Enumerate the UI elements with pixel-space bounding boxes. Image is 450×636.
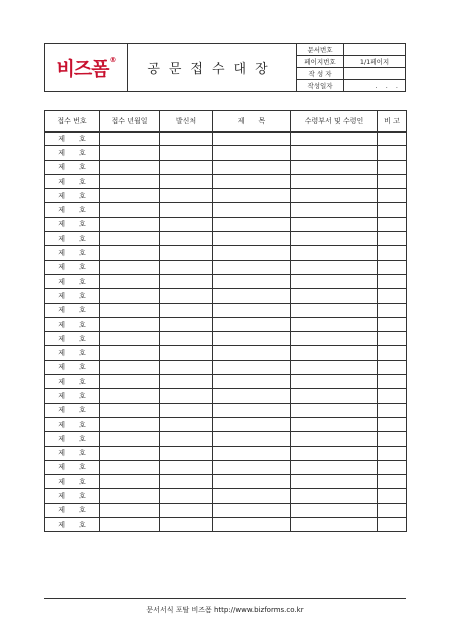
receiver-cell[interactable] [291, 518, 378, 532]
number-suffix: 호 [79, 363, 86, 372]
note-cell[interactable] [378, 432, 407, 446]
note-cell[interactable] [378, 375, 407, 389]
number-prefix: 제 [58, 148, 65, 157]
table-row [45, 432, 407, 446]
subject-cell[interactable] [213, 203, 291, 217]
meta-row [297, 68, 405, 80]
number-prefix: 제 [58, 220, 65, 229]
table-row [45, 189, 407, 203]
number-prefix: 제 [58, 234, 65, 243]
subject-cell[interactable] [213, 503, 291, 517]
meta-row [297, 56, 405, 68]
date-cell[interactable] [100, 375, 160, 389]
date-cell[interactable] [100, 518, 160, 532]
number-suffix: 호 [79, 449, 86, 458]
number-suffix: 호 [79, 306, 86, 315]
sender-cell[interactable] [160, 203, 213, 217]
sender-cell[interactable] [160, 132, 213, 146]
number-suffix: 호 [79, 177, 86, 186]
subject-cell[interactable] [213, 389, 291, 403]
date-cell[interactable] [100, 146, 160, 160]
receipt-number-cell[interactable] [45, 246, 100, 260]
document-title: 공문접수대장 [147, 62, 277, 77]
table-row [45, 346, 407, 360]
sender-cell[interactable] [160, 260, 213, 274]
receipt-ledger-table [44, 110, 407, 532]
column-header: 접수 년월일 [100, 111, 160, 132]
subject-cell[interactable] [213, 489, 291, 503]
receiver-cell[interactable] [291, 174, 378, 188]
receiver-cell[interactable] [291, 232, 378, 246]
sender-cell[interactable] [160, 189, 213, 203]
receipt-number-cell[interactable] [45, 217, 100, 231]
receiver-cell[interactable] [291, 460, 378, 474]
date-cell[interactable] [100, 489, 160, 503]
receiver-cell[interactable] [291, 317, 378, 331]
receipt-number-cell[interactable] [45, 332, 100, 346]
note-cell[interactable] [378, 360, 407, 374]
receiver-cell[interactable] [291, 160, 378, 174]
receiver-cell[interactable] [291, 132, 378, 146]
sender-cell[interactable] [160, 346, 213, 360]
date-cell[interactable] [100, 303, 160, 317]
receipt-number-cell[interactable] [45, 203, 100, 217]
note-cell[interactable] [378, 203, 407, 217]
table-row [45, 232, 407, 246]
table-row [45, 375, 407, 389]
note-cell[interactable] [378, 475, 407, 489]
number-prefix: 제 [58, 191, 65, 200]
note-cell[interactable] [378, 174, 407, 188]
note-cell[interactable] [378, 160, 407, 174]
subject-cell[interactable] [213, 475, 291, 489]
date-cell[interactable] [100, 417, 160, 431]
date-cell[interactable] [100, 274, 160, 288]
meta-label: 작 성 자 [297, 68, 344, 79]
date-cell[interactable] [100, 432, 160, 446]
date-cell[interactable] [100, 217, 160, 231]
sender-cell[interactable] [160, 246, 213, 260]
number-prefix: 제 [58, 520, 65, 529]
number-prefix: 제 [58, 463, 65, 472]
subject-cell[interactable] [213, 246, 291, 260]
subject-cell[interactable] [213, 518, 291, 532]
number-suffix: 호 [79, 477, 86, 486]
meta-box [297, 44, 405, 91]
date-cell[interactable] [100, 503, 160, 517]
table-row [45, 274, 407, 288]
receipt-number-cell[interactable] [45, 360, 100, 374]
number-prefix: 제 [58, 477, 65, 486]
sender-cell[interactable] [160, 317, 213, 331]
footer-text: 문서서식 포탈 비즈폼 http://www.bizforms.co.kr [146, 606, 304, 614]
subject-cell[interactable] [213, 132, 291, 146]
receiver-cell[interactable] [291, 274, 378, 288]
receipt-number-cell[interactable] [45, 417, 100, 431]
sender-cell[interactable] [160, 217, 213, 231]
sender-cell[interactable] [160, 475, 213, 489]
table-row [45, 403, 407, 417]
note-cell[interactable] [378, 132, 407, 146]
table-row [45, 260, 407, 274]
receipt-number-cell[interactable] [45, 518, 100, 532]
subject-cell[interactable] [213, 346, 291, 360]
bizforms-logo [56, 54, 115, 81]
receiver-cell[interactable] [291, 475, 378, 489]
number-suffix: 호 [79, 406, 86, 415]
number-prefix: 제 [58, 377, 65, 386]
logo-text: 비즈폼 [56, 58, 109, 80]
subject-cell[interactable] [213, 189, 291, 203]
table-row [45, 203, 407, 217]
receiver-cell[interactable] [291, 432, 378, 446]
subject-cell[interactable] [213, 146, 291, 160]
number-prefix: 제 [58, 420, 65, 429]
note-cell[interactable] [378, 417, 407, 431]
registered-mark: ® [109, 56, 116, 64]
subject-cell[interactable] [213, 432, 291, 446]
date-cell[interactable] [100, 289, 160, 303]
sender-cell[interactable] [160, 460, 213, 474]
number-prefix: 제 [58, 449, 65, 458]
table-row [45, 317, 407, 331]
document-header [44, 43, 406, 92]
date-cell[interactable] [100, 174, 160, 188]
table-row [45, 289, 407, 303]
receiver-cell[interactable] [291, 303, 378, 317]
receiver-cell[interactable] [291, 217, 378, 231]
date-cell[interactable] [100, 160, 160, 174]
receipt-number-cell[interactable] [45, 160, 100, 174]
subject-cell[interactable] [213, 403, 291, 417]
date-cell[interactable] [100, 317, 160, 331]
subject-cell[interactable] [213, 460, 291, 474]
receipt-number-cell[interactable] [45, 274, 100, 288]
receipt-number-cell[interactable] [45, 132, 100, 146]
note-cell[interactable] [378, 232, 407, 246]
table-row [45, 132, 407, 146]
sender-cell[interactable] [160, 432, 213, 446]
receipt-number-cell[interactable] [45, 503, 100, 517]
date-cell[interactable] [100, 260, 160, 274]
date-cell[interactable] [100, 332, 160, 346]
note-cell[interactable] [378, 274, 407, 288]
number-suffix: 호 [79, 463, 86, 472]
column-header: 발신처 [160, 111, 213, 132]
receipt-number-cell[interactable] [45, 146, 100, 160]
number-prefix: 제 [58, 506, 65, 515]
sender-cell[interactable] [160, 146, 213, 160]
number-prefix: 제 [58, 291, 65, 300]
sender-cell[interactable] [160, 518, 213, 532]
receipt-number-cell[interactable] [45, 303, 100, 317]
meta-row [297, 44, 405, 56]
number-suffix: 호 [79, 263, 86, 272]
receipt-number-cell[interactable] [45, 232, 100, 246]
number-prefix: 제 [58, 334, 65, 343]
number-suffix: 호 [79, 320, 86, 329]
sender-cell[interactable] [160, 503, 213, 517]
number-prefix: 제 [58, 363, 65, 372]
receiver-cell[interactable] [291, 503, 378, 517]
number-prefix: 제 [58, 163, 65, 172]
sender-cell[interactable] [160, 332, 213, 346]
date-cell[interactable] [100, 475, 160, 489]
receipt-number-cell[interactable] [45, 189, 100, 203]
number-suffix: 호 [79, 492, 86, 501]
receiver-cell[interactable] [291, 260, 378, 274]
number-prefix: 제 [58, 391, 65, 400]
number-suffix: 호 [79, 391, 86, 400]
logo-cell [45, 44, 128, 91]
meta-value[interactable] [344, 44, 405, 55]
subject-cell[interactable] [213, 232, 291, 246]
sender-cell[interactable] [160, 232, 213, 246]
meta-row [297, 80, 405, 91]
meta-label: 작성일자 [297, 80, 344, 91]
receiver-cell[interactable] [291, 332, 378, 346]
column-header: 접수 번호 [45, 111, 100, 132]
note-cell[interactable] [378, 303, 407, 317]
sender-cell[interactable] [160, 274, 213, 288]
note-cell[interactable] [378, 189, 407, 203]
receipt-number-cell[interactable] [45, 260, 100, 274]
date-cell[interactable] [100, 246, 160, 260]
sender-cell[interactable] [160, 303, 213, 317]
subject-cell[interactable] [213, 274, 291, 288]
column-header: 제 목 [213, 111, 291, 132]
receipt-number-cell[interactable] [45, 446, 100, 460]
receipt-number-cell[interactable] [45, 403, 100, 417]
number-suffix: 호 [79, 191, 86, 200]
subject-cell[interactable] [213, 217, 291, 231]
note-cell[interactable] [378, 217, 407, 231]
number-prefix: 제 [58, 277, 65, 286]
sender-cell[interactable] [160, 375, 213, 389]
number-suffix: 호 [79, 234, 86, 243]
receipt-number-cell[interactable] [45, 375, 100, 389]
receiver-cell[interactable] [291, 446, 378, 460]
note-cell[interactable] [378, 460, 407, 474]
date-cell[interactable] [100, 189, 160, 203]
table-row [45, 389, 407, 403]
receipt-number-cell[interactable] [45, 289, 100, 303]
date-cell[interactable] [100, 232, 160, 246]
table-row [45, 174, 407, 188]
subject-cell[interactable] [213, 160, 291, 174]
number-suffix: 호 [79, 520, 86, 529]
sender-cell[interactable] [160, 289, 213, 303]
number-prefix: 제 [58, 134, 65, 143]
sender-cell[interactable] [160, 417, 213, 431]
number-suffix: 호 [79, 148, 86, 157]
subject-cell[interactable] [213, 174, 291, 188]
number-suffix: 호 [79, 163, 86, 172]
note-cell[interactable] [378, 289, 407, 303]
table-row [45, 332, 407, 346]
sender-cell[interactable] [160, 489, 213, 503]
column-header: 비 고 [378, 111, 407, 132]
date-cell[interactable] [100, 132, 160, 146]
number-prefix: 제 [58, 177, 65, 186]
table-row [45, 217, 407, 231]
receiver-cell[interactable] [291, 403, 378, 417]
note-cell[interactable] [378, 246, 407, 260]
meta-label: 문서번호 [297, 44, 344, 55]
table-row [45, 475, 407, 489]
receipt-number-cell[interactable] [45, 475, 100, 489]
receiver-cell[interactable] [291, 189, 378, 203]
number-suffix: 호 [79, 134, 86, 143]
sender-cell[interactable] [160, 360, 213, 374]
number-suffix: 호 [79, 420, 86, 429]
receiver-cell[interactable] [291, 203, 378, 217]
number-suffix: 호 [79, 277, 86, 286]
title-cell [128, 44, 297, 91]
table-row [45, 417, 407, 431]
subject-cell[interactable] [213, 417, 291, 431]
number-prefix: 제 [58, 492, 65, 501]
subject-cell[interactable] [213, 260, 291, 274]
date-cell[interactable] [100, 389, 160, 403]
table-row [45, 460, 407, 474]
date-cell[interactable] [100, 460, 160, 474]
number-suffix: 호 [79, 377, 86, 386]
table-row [45, 503, 407, 517]
table-header-row [45, 111, 407, 132]
note-cell[interactable] [378, 446, 407, 460]
receiver-cell[interactable] [291, 389, 378, 403]
table-row [45, 246, 407, 260]
column-header: 수령부서 및 수령인 [291, 111, 378, 132]
number-suffix: 호 [79, 334, 86, 343]
number-suffix: 호 [79, 206, 86, 215]
note-cell[interactable] [378, 146, 407, 160]
table-row [45, 303, 407, 317]
number-prefix: 제 [58, 249, 65, 258]
table-row [45, 160, 407, 174]
table-row [45, 360, 407, 374]
subject-cell[interactable] [213, 375, 291, 389]
number-suffix: 호 [79, 220, 86, 229]
subject-cell[interactable] [213, 360, 291, 374]
receiver-cell[interactable] [291, 360, 378, 374]
number-suffix: 호 [79, 349, 86, 358]
receiver-cell[interactable] [291, 346, 378, 360]
number-prefix: 제 [58, 434, 65, 443]
note-cell[interactable] [378, 346, 407, 360]
number-suffix: 호 [79, 434, 86, 443]
subject-cell[interactable] [213, 289, 291, 303]
subject-cell[interactable] [213, 446, 291, 460]
note-cell[interactable] [378, 260, 407, 274]
note-cell[interactable] [378, 489, 407, 503]
number-suffix: 호 [79, 506, 86, 515]
sender-cell[interactable] [160, 403, 213, 417]
note-cell[interactable] [378, 317, 407, 331]
number-prefix: 제 [58, 320, 65, 329]
meta-label: 페이지번호 [297, 56, 344, 67]
number-prefix: 제 [58, 406, 65, 415]
receiver-cell[interactable] [291, 375, 378, 389]
subject-cell[interactable] [213, 332, 291, 346]
number-suffix: 호 [79, 249, 86, 258]
table-row [45, 446, 407, 460]
table-row [45, 489, 407, 503]
meta-value[interactable]: 1/1페이지 [359, 58, 390, 66]
receiver-cell[interactable] [291, 246, 378, 260]
receipt-number-cell[interactable] [45, 174, 100, 188]
date-cell[interactable] [100, 403, 160, 417]
receipt-number-cell[interactable] [45, 317, 100, 331]
table-row [45, 146, 407, 160]
number-prefix: 제 [58, 263, 65, 272]
note-cell[interactable] [378, 332, 407, 346]
note-cell[interactable] [378, 503, 407, 517]
number-prefix: 제 [58, 306, 65, 315]
date-cell[interactable] [100, 346, 160, 360]
date-cell[interactable] [100, 203, 160, 217]
table-body [45, 132, 407, 532]
receiver-cell[interactable] [291, 489, 378, 503]
number-prefix: 제 [58, 349, 65, 358]
receipt-number-cell[interactable] [45, 389, 100, 403]
sender-cell[interactable] [160, 446, 213, 460]
receipt-number-cell[interactable] [45, 489, 100, 503]
receiver-cell[interactable] [291, 417, 378, 431]
note-cell[interactable] [378, 389, 407, 403]
subject-cell[interactable] [213, 303, 291, 317]
meta-value[interactable] [344, 68, 405, 79]
receipt-number-cell[interactable] [45, 346, 100, 360]
sender-cell[interactable] [160, 389, 213, 403]
receipt-number-cell[interactable] [45, 460, 100, 474]
number-prefix: 제 [58, 206, 65, 215]
receiver-cell[interactable] [291, 146, 378, 160]
note-cell[interactable] [378, 518, 407, 532]
number-suffix: 호 [79, 291, 86, 300]
date-cell[interactable] [100, 446, 160, 460]
footer-divider [44, 598, 406, 599]
meta-value[interactable]: . . . [375, 81, 401, 90]
sender-cell[interactable] [160, 174, 213, 188]
date-cell[interactable] [100, 360, 160, 374]
table-row [45, 518, 407, 532]
receipt-number-cell[interactable] [45, 432, 100, 446]
note-cell[interactable] [378, 403, 407, 417]
sender-cell[interactable] [160, 160, 213, 174]
subject-cell[interactable] [213, 317, 291, 331]
receiver-cell[interactable] [291, 289, 378, 303]
